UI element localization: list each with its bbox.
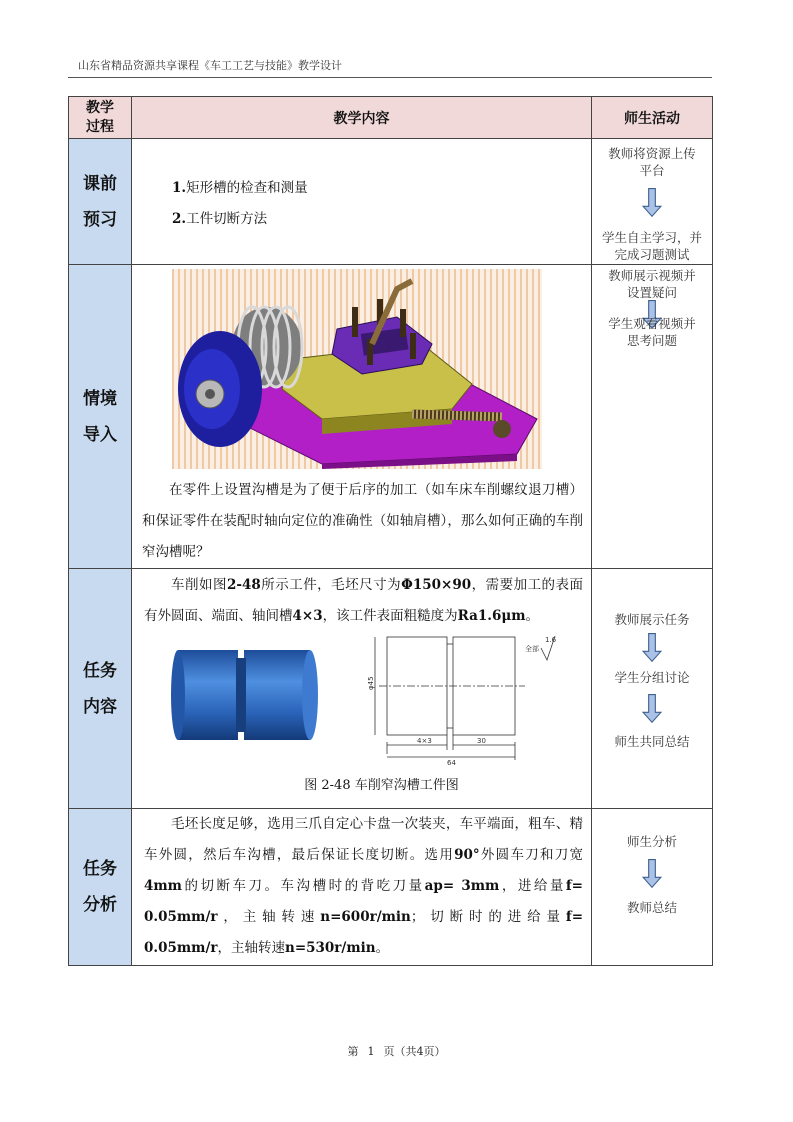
situation-paragraph: 在零件上设置沟槽是为了便于后序的加工（如车床车削螺纹退刀槽）和保证零件在装配时轴向定位的准确性（如轴肩槽），那么如何正确的车削窄沟槽呢？ (142, 482, 583, 560)
roughness-value: 1.6 (545, 636, 557, 644)
page-total: 4 (416, 1045, 424, 1058)
analysis-activity: 师生分析 教师总结 (592, 809, 713, 966)
col-process-header: 教学 过程 (69, 97, 132, 139)
col-activity-header: 师生活动 (592, 97, 713, 139)
analysis-paragraph: 毛坯长度足够，选用三爪自定心卡盘一次装夹，车平端面，粗车、精车外圆，然后车沟槽，最后保证长度切断。选用90°外圆车刀和刀宽4mm的切断车刀。车沟槽时的背吃刀量ap= 3mm，进给量f= 0.05mm/r，主轴转速n=600r/min；切断时的进给量f= 0.05mm/r，主轴转速n=530r/min。 (144, 816, 584, 956)
stage-task: 任务 内容 (69, 569, 132, 809)
down-arrow-icon (642, 632, 662, 664)
page-number: 1 (367, 1045, 375, 1058)
down-arrow-icon (642, 691, 662, 727)
task-paragraph: 车削如图2-48所示工件，毛坯尺寸为Φ150×90，需要加工的表面有外圆面、端面、轴间槽4×3，该工件表面粗糙度为Ra1.6μm。 (144, 577, 584, 624)
diameter-dim: φ45 (367, 676, 375, 690)
roughness-note: 全部 (525, 645, 539, 653)
situation-activity: 教师展示视频并 设置疑问 学生观看视频并 思考问题 (592, 265, 713, 569)
col-content-header: 教学内容 (132, 97, 592, 139)
lesson-plan-table (68, 96, 713, 966)
length-dim-30: 30 (477, 737, 486, 745)
task-content (132, 569, 592, 809)
down-arrow-icon (642, 855, 662, 893)
situation-content (132, 265, 592, 569)
lathe-slide-illustration (172, 269, 542, 469)
length-dim-64: 64 (447, 759, 456, 767)
preview-content (132, 139, 592, 265)
task-activity: 教师展示任务 学生分组讨论 师生共同总结 (592, 569, 713, 809)
preview-item: 2.工件切断方法 (172, 211, 268, 227)
stage-preview: 课前 预习 (69, 139, 132, 265)
workpiece-3d-illustration (170, 644, 325, 744)
table-row-task (69, 569, 713, 809)
figure-caption: 图 2-48 车削窄沟槽工件图 (304, 778, 459, 793)
table-row-situation (69, 265, 713, 569)
header-rule (68, 77, 712, 78)
preview-item: 1.矩形槽的检查和测量 (172, 180, 308, 196)
table-header-row (69, 97, 713, 139)
stage-analysis: 任务 分析 (69, 809, 132, 966)
preview-activity: 教师将资源上传 平台 学生自主学习，并 完成习题测试 (592, 139, 713, 265)
groove-dim: 4×3 (417, 737, 432, 745)
analysis-content (132, 809, 592, 966)
table-row-preview (69, 139, 713, 265)
table-row-analysis (69, 809, 713, 966)
page-footer: 第 1 页（共4页） (347, 1045, 446, 1058)
down-arrow-icon (642, 183, 662, 223)
workpiece-technical-drawing (357, 632, 587, 767)
stage-situation: 情境 导入 (69, 265, 132, 569)
document-header: 山东省精品资源共享课程《车工工艺与技能》教学设计 (78, 59, 342, 72)
